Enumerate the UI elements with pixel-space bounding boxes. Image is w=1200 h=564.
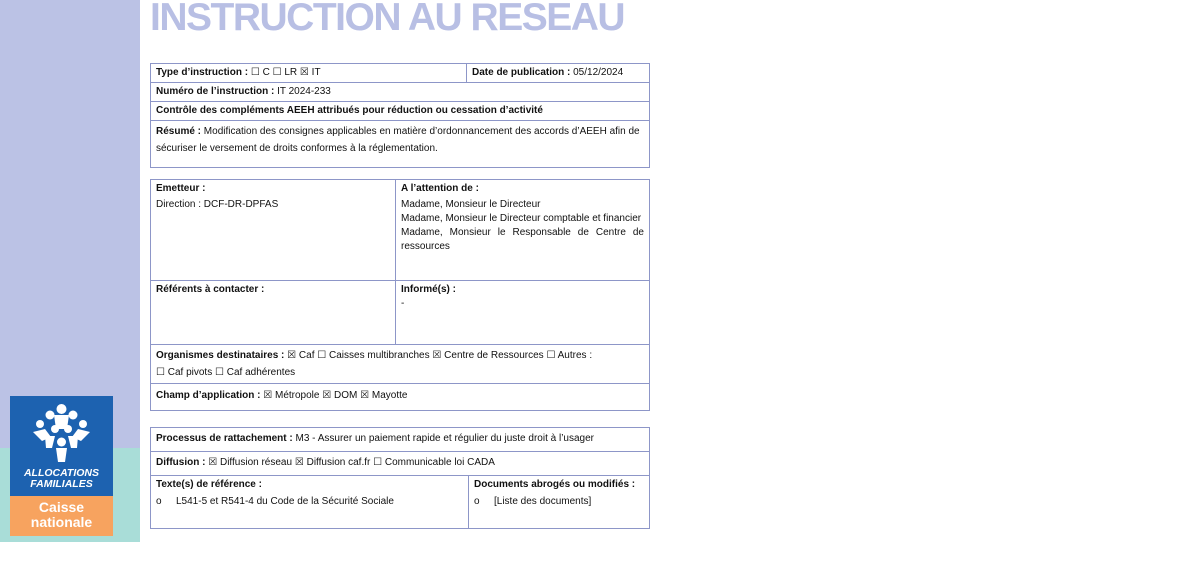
type-lr-label: LR [284, 67, 298, 78]
table-row [151, 476, 650, 529]
checkbox-multibranches[interactable]: ☐ [317, 350, 327, 361]
references-table [150, 427, 650, 529]
champ-mayotte-label: Mayotte [371, 390, 408, 401]
family-figures-icon [28, 402, 95, 464]
date-label: Date de publication : [472, 67, 571, 78]
attention-item: Madame, Monsieur le Responsable de Centre de ressources [401, 227, 644, 252]
sidebar-band-top [0, 0, 140, 448]
instruction-info-table [150, 63, 650, 168]
informes-value: - [401, 298, 405, 309]
numero-cell [151, 83, 650, 102]
documents-label: Documents abrogés ou modifiés : [474, 479, 636, 490]
table-row [151, 345, 650, 384]
bullet-icon: o [474, 496, 480, 507]
list-item [474, 495, 644, 509]
checkbox-caf-pivots[interactable]: ☐ [156, 367, 165, 378]
textes-reference-cell [151, 476, 469, 529]
type-label: Type d’instruction : [156, 67, 249, 78]
textes-item: L541-5 et R541-4 du Code de la Sécurité Sociale [176, 496, 394, 507]
caf-logo [10, 396, 113, 538]
resume-text: Modification des consignes applicables en matière d’ordonnancement des accords d’AEEH afin de sécuriser le versement de droits conformes à la réglementation. [156, 126, 640, 154]
numero-label: Numéro de l’instruction : [156, 86, 275, 97]
date-publication-cell [467, 64, 650, 83]
checkbox-lr[interactable]: ☐ [272, 67, 282, 78]
resume-cell [151, 121, 650, 168]
attention-cell [396, 180, 650, 281]
checkbox-cada[interactable]: ☐ [373, 457, 383, 468]
list-item [156, 495, 463, 509]
table-row [151, 452, 650, 476]
checkbox-caf[interactable]: ☒ [287, 350, 297, 361]
recipients-table [150, 179, 650, 411]
checkbox-metropole[interactable]: ☒ [263, 390, 273, 401]
diffusion-reseau-label: Diffusion réseau [219, 457, 293, 468]
resume-label: Résumé : [156, 126, 202, 137]
date-value: 05/12/2024 [573, 67, 624, 78]
attention-label: A l’attention de : [401, 183, 479, 194]
emetteur-label: Emetteur : [156, 183, 206, 194]
table-row [151, 281, 650, 345]
checkbox-mayotte[interactable]: ☒ [360, 390, 370, 401]
documents-cell [469, 476, 650, 529]
informes-label: Informé(s) : [401, 284, 456, 295]
checkbox-caf-adherentes[interactable]: ☐ [215, 367, 224, 378]
checkbox-diffusion-caf[interactable]: ☒ [294, 457, 304, 468]
diffusion-caf-label: Diffusion caf.fr [306, 457, 371, 468]
champ-label: Champ d’application : [156, 390, 261, 401]
diffusion-cada-label: Communicable loi CADA [384, 457, 495, 468]
textes-label: Texte(s) de référence : [156, 479, 262, 490]
table-row [151, 121, 650, 168]
subject-cell: Contrôle des compléments AEEH attribués pour réduction ou cessation d’activité [151, 102, 650, 121]
referents-label: Référents à contacter : [156, 284, 265, 295]
referents-cell [151, 281, 396, 345]
logo-text-allocations: ALLOCATIONS FAMILIALES [23, 467, 100, 490]
type-instruction-cell [151, 64, 467, 83]
diffusion-cell [151, 452, 650, 476]
org-multi-label: Caisses multibranches [329, 350, 430, 361]
champ-metropole-label: Métropole [274, 390, 320, 401]
table-row [151, 180, 650, 281]
informes-cell [396, 281, 650, 345]
champ-cell [151, 384, 650, 411]
org-autres-label: Autres : [557, 350, 593, 361]
processus-label: Processus de rattachement : [156, 433, 293, 444]
table-row [151, 428, 650, 452]
attention-item: Madame, Monsieur le Directeur comptable et financier [401, 213, 642, 224]
logo-text-caisse-nationale: Caisse nationale [30, 499, 93, 530]
org-pivots-label: Caf pivots [167, 367, 213, 378]
checkbox-c[interactable]: ☐ [250, 67, 260, 78]
emetteur-value: Direction : DCF-DR-DPFAS [156, 199, 279, 210]
table-row [151, 64, 650, 83]
table-row [151, 384, 650, 411]
bullet-icon: o [156, 496, 162, 507]
checkbox-autres[interactable]: ☐ [546, 350, 556, 361]
processus-value: M3 - Assurer un paiement rapide et régulier du juste droit à l’usager [295, 433, 594, 444]
type-c-label: C [262, 67, 270, 78]
page-title: INSTRUCTION AU RESEAU [150, 0, 625, 39]
numero-value: IT 2024-233 [277, 86, 331, 97]
table-row [151, 83, 650, 102]
org-caf-label: Caf [298, 350, 315, 361]
type-it-label: IT [311, 67, 321, 78]
checkbox-diffusion-reseau[interactable]: ☒ [208, 457, 218, 468]
documents-item: [Liste des documents] [494, 496, 592, 507]
organismes-cell [151, 345, 650, 384]
attention-item: Madame, Monsieur le Directeur [401, 199, 541, 210]
checkbox-it[interactable]: ☒ [299, 67, 309, 78]
champ-dom-label: DOM [333, 390, 358, 401]
organismes-label: Organismes destinataires : [156, 350, 285, 361]
processus-cell [151, 428, 650, 452]
emetteur-cell [151, 180, 396, 281]
table-row [151, 102, 650, 121]
org-centre-label: Centre de Ressources [444, 350, 544, 361]
org-adherentes-label: Caf adhérentes [226, 367, 296, 378]
checkbox-centre-ressources[interactable]: ☒ [432, 350, 442, 361]
checkbox-dom[interactable]: ☒ [322, 390, 332, 401]
diffusion-label: Diffusion : [156, 457, 206, 468]
